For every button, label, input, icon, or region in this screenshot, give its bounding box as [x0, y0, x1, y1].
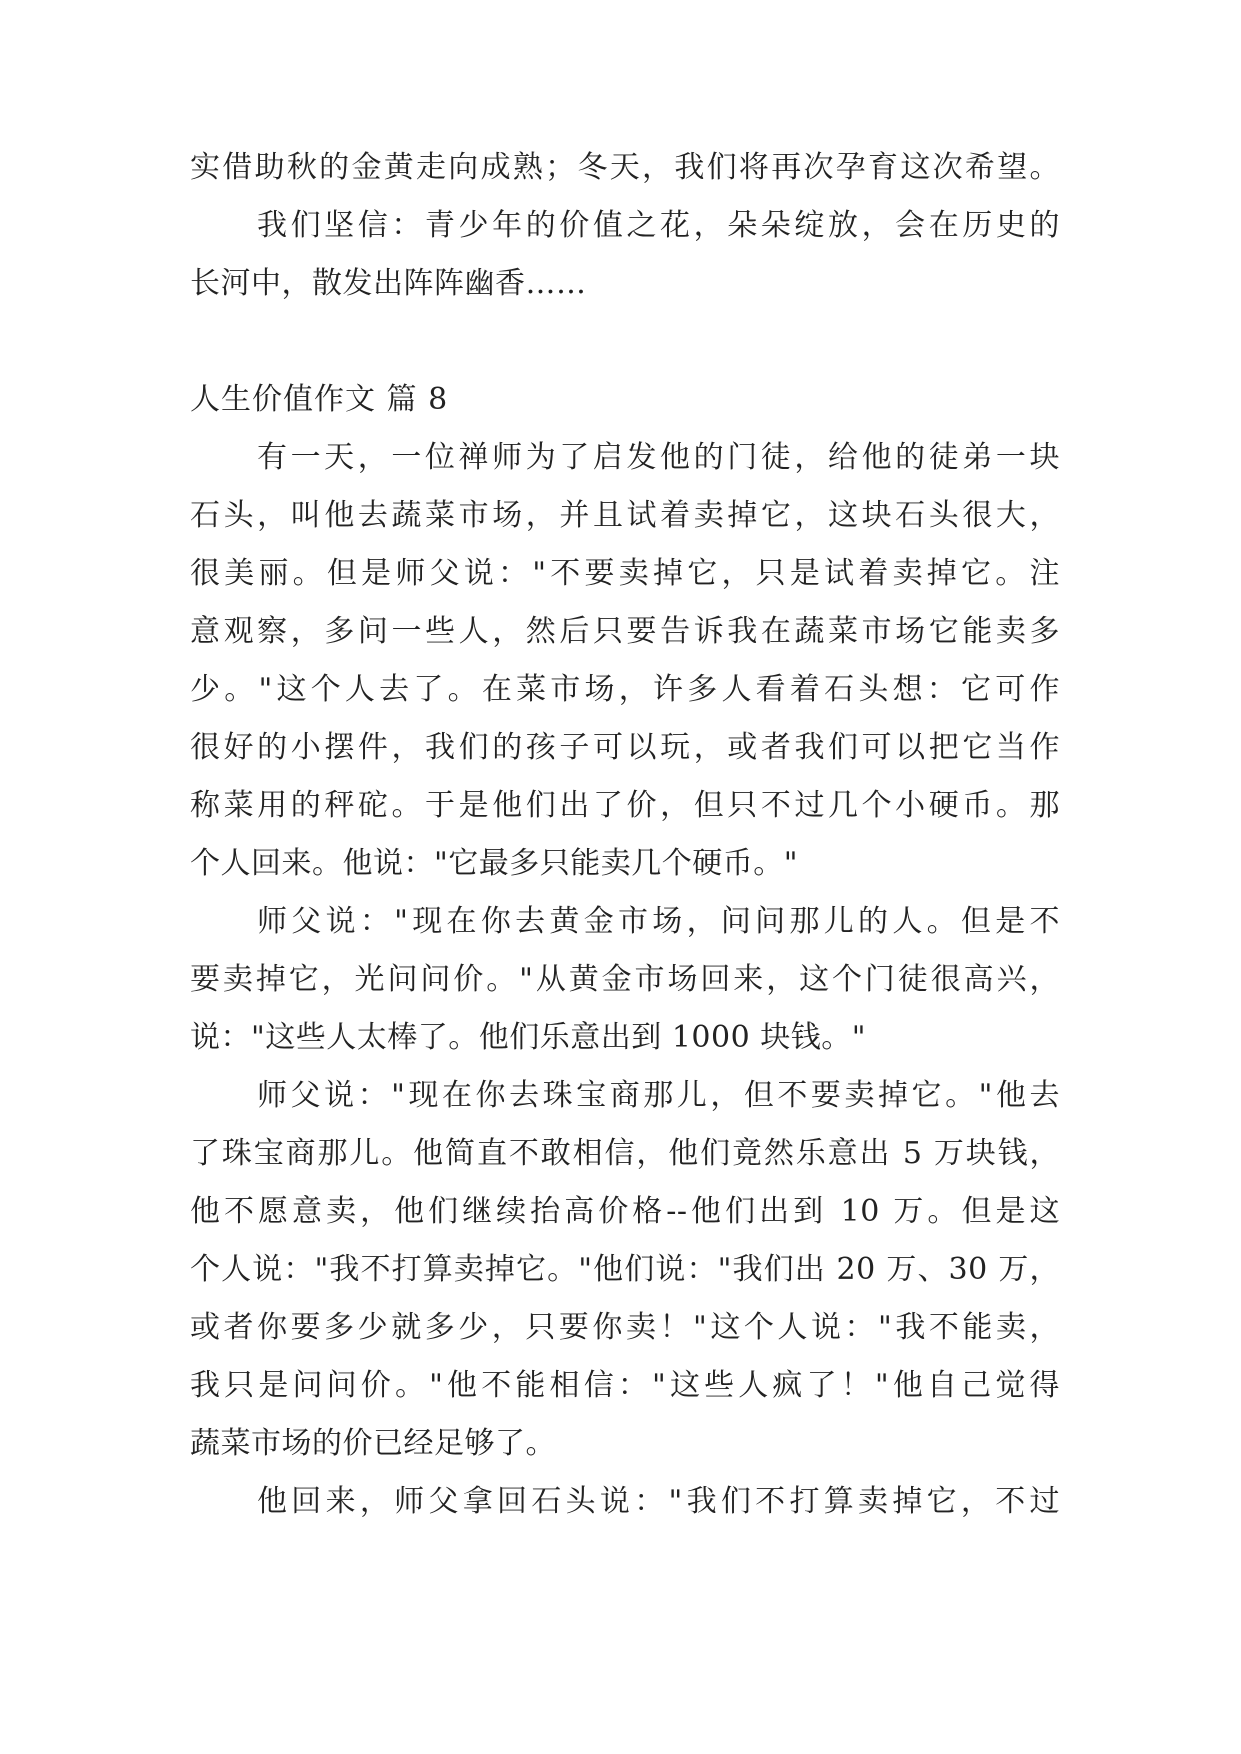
text-line: 或者你要多少就多少，只要你卖！"这个人说："我不能卖，	[190, 1310, 1060, 1345]
text-line: 了珠宝商那儿。他简直不敢相信，他们竟然乐意出 5 万块钱，	[190, 1136, 1060, 1171]
text-line: 很美丽。但是师父说："不要卖掉它，只是试着卖掉它。注	[190, 556, 1060, 591]
text-line: 石头，叫他去蔬菜市场，并且试着卖掉它，这块石头很大，	[190, 498, 1060, 533]
text-line: 他回来，师父拿回石头说："我们不打算卖掉它，不过	[257, 1484, 1060, 1519]
text-line: 说："这些人太棒了。他们乐意出到 1000 块钱。"	[190, 1020, 867, 1055]
text-line: 我们坚信：青少年的价值之花，朵朵绽放，会在历史的	[257, 208, 1060, 243]
text-line: 称菜用的秤砣。于是他们出了价，但只不过几个小硬币。那	[190, 788, 1060, 823]
text-line: 少。"这个人去了。在菜市场，许多人看着石头想：它可作	[190, 672, 1060, 707]
text-line: 个人说："我不打算卖掉它。"他们说："我们出 20 万、30 万，	[190, 1252, 1060, 1287]
text-line: 个人回来。他说："它最多只能卖几个硬币。"	[190, 846, 799, 881]
text-line: 长河中，散发出阵阵幽香……	[190, 266, 587, 301]
text-line: 他不愿意卖，他们继续抬高价格--他们出到 10 万。但是这	[190, 1194, 1060, 1229]
text-line: 要卖掉它，光问问价。"从黄金市场回来，这个门徒很高兴，	[190, 962, 1060, 997]
text-line: 我只是问问价。"他不能相信："这些人疯了！"他自己觉得	[190, 1368, 1060, 1403]
text-line: 有一天，一位禅师为了启发他的门徒，给他的徒弟一块	[257, 440, 1060, 475]
text-line: 师父说："现在你去黄金市场，问问那儿的人。但是不	[257, 904, 1060, 939]
text-line: 蔬菜市场的价已经足够了。	[190, 1426, 556, 1461]
text-line: 很好的小摆件，我们的孩子可以玩，或者我们可以把它当作	[190, 730, 1060, 765]
section-heading: 人生价值作文 篇 8	[190, 382, 449, 417]
text-line: 实借助秋的金黄走向成熟；冬天，我们将再次孕育这次希望。	[190, 150, 1060, 185]
text-line: 意观察，多问一些人，然后只要告诉我在蔬菜市场它能卖多	[190, 614, 1060, 649]
text-line: 师父说："现在你去珠宝商那儿，但不要卖掉它。"他去	[257, 1078, 1060, 1113]
